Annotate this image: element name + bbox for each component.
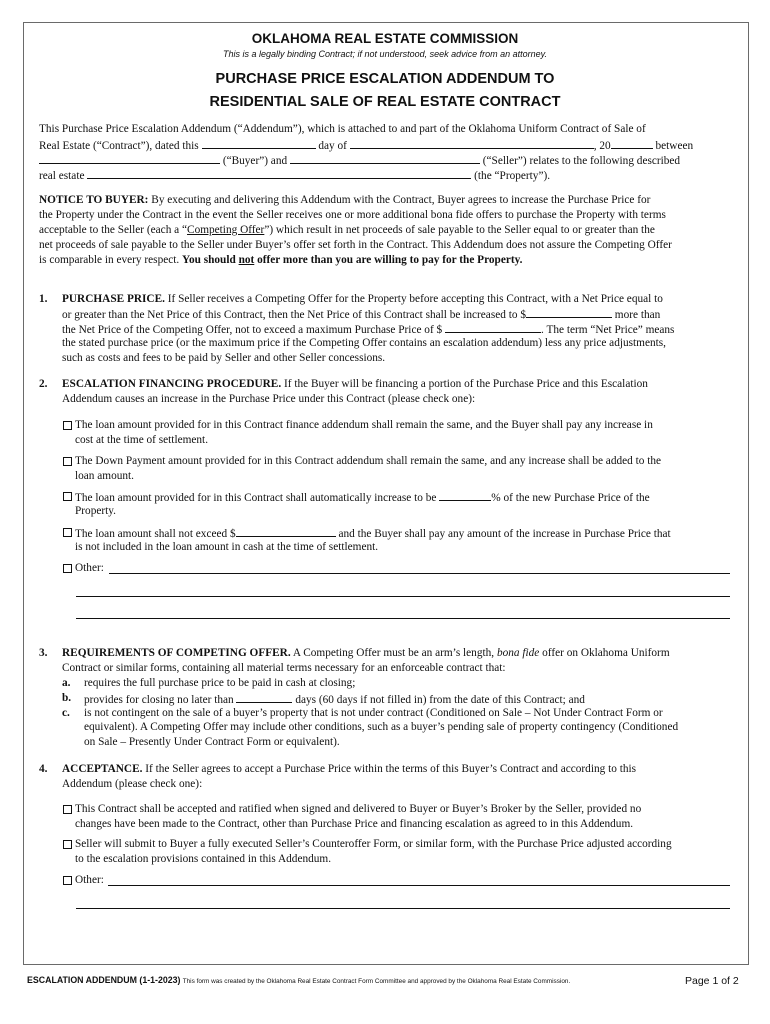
section3-number: 3. (39, 647, 48, 659)
requirement-b-label: b. (62, 692, 72, 704)
acceptance-option1-checkbox[interactable] (63, 805, 72, 814)
escalation-increment-field[interactable] (526, 306, 612, 318)
financing-option3-checkbox[interactable] (63, 492, 72, 501)
acceptance-option2-line2: to the escalation provisions contained in this Addendum. (75, 853, 332, 865)
financing-option2-checkbox[interactable] (63, 457, 72, 466)
max-purchase-price-field[interactable] (445, 321, 541, 333)
footer-form-id: ESCALATION ADDENDUM (1-1-2023) (27, 975, 181, 985)
intro-line1: This Purchase Price Escalation Addendum (“Addendum”), which is attached to and part of the Oklahoma Uniform Contract of Sale of (39, 123, 646, 135)
financing-other-label: Other: (75, 562, 104, 574)
requirement-c-label: c. (62, 707, 70, 719)
acceptance-option1-line1: This Contract shall be accepted and ratified when signed and delivered to Buyer or Buyer’s Broker by the Seller, provided no (75, 803, 642, 815)
requirement-b-text: provides for closing no later than days (60 days if not filled in) from the date of this Contract; and (84, 691, 585, 708)
agency-name: OKLAHOMA REAL ESTATE COMMISSION (251, 31, 519, 46)
section3-line2: Contract or similar forms, containing all material terms necessary for an enforceable contract that: (62, 662, 506, 674)
intro-line3: (“Buyer”) and (“Seller”) relates to the following described (39, 152, 680, 169)
financing-other-checkbox[interactable] (63, 564, 72, 573)
date-year-field[interactable] (611, 137, 653, 149)
section4-number: 4. (39, 763, 48, 775)
acceptance-option2-checkbox[interactable] (63, 840, 72, 849)
footer-note: This form was created by the Oklahoma Real Estate Contract Form Committee and approved by the Oklahoma Real Estate Commission. (182, 978, 571, 985)
requirement-c-line2: equivalent). A Competing Offer may include other conditions, such as a buyer’s pending sale of property contingency (Conditioned (84, 721, 679, 733)
notice-line4: net proceeds of sale payable to the Seller under Buyer’s offer set forth in the Contract. This Addendum does not assure the Competing Offer (39, 239, 672, 251)
date-month-field[interactable] (350, 137, 594, 149)
financing-other-field-line3[interactable] (76, 618, 730, 619)
financing-option4-checkbox[interactable] (63, 528, 72, 537)
financing-option1-checkbox[interactable] (63, 421, 72, 430)
section1-line2: or greater than the Net Price of this Contract, then the Net Price of this Contract shall be increased to $ more than (62, 306, 660, 323)
financing-option3-line1: The loan amount provided for in this Contract shall automatically increase to be % of the new Purchase Price of the (75, 489, 650, 506)
financing-option4-line1: The loan amount shall not exceed $ and the Buyer shall pay any amount of the increase in Purchase Price that (75, 525, 671, 542)
acceptance-other-field-line1[interactable] (108, 885, 730, 886)
seller-name-field[interactable] (290, 152, 480, 164)
financing-option1-line1: The loan amount provided for in this Contract finance addendum shall remain the same, and the Buyer shall pay any increase in (75, 419, 653, 431)
legal-warning: This is a legally binding Contract; if not understood, seek advice from an attorney. (222, 49, 547, 59)
financing-option2-line2: loan amount. (75, 470, 134, 482)
acceptance-option2-line1: Seller will submit to Buyer a fully executed Seller’s Counteroffer Form, or similar form, with the Purchase Price adjusted according (75, 838, 672, 850)
section1-line5: such as costs and fees to be paid by Seller and other Seller concessions. (62, 352, 386, 364)
footer-form-info (27, 975, 570, 985)
loan-max-field[interactable] (236, 525, 336, 537)
section4-line2: Addendum (please check one): (62, 778, 203, 790)
financing-other-field-line1[interactable] (109, 573, 730, 574)
page-number: Page 1 of 2 (685, 975, 739, 987)
intro-line2: Real Estate (“Contract”), dated this day of , 20 between (39, 137, 693, 154)
acceptance-other-label: Other: (75, 874, 104, 886)
financing-option4-line2: is not included in the loan amount in cash at the time of settlement. (75, 541, 379, 553)
section1-line3: the Net Price of the Competing Offer, not to exceed a maximum Purchase Price of $ . The term “Net Price” means (62, 321, 674, 338)
section1-line1: PURCHASE PRICE. If Seller receives a Competing Offer for the Property before accepting this Contract, with a Net Price equal to (62, 293, 663, 305)
acceptance-other-field-line2[interactable] (76, 908, 730, 909)
date-day-field[interactable] (202, 137, 316, 149)
notice-line2: the Property under the Contract in the event the Seller receives one or more additional bona fide offers to purchase the Property with terms (39, 209, 666, 221)
section2-line2: Addendum causes an increase in the Purchase Price under this Contract (please check one): (62, 393, 476, 405)
section2-number: 2. (39, 378, 48, 390)
section2-line1: ESCALATION FINANCING PROCEDURE. If the Buyer will be financing a portion of the Purchase Price and this Escalation (62, 378, 648, 390)
notice-line1: NOTICE TO BUYER: By executing and delivering this Addendum with the Contract, Buyer agrees to increase the Purchase Price for (39, 194, 651, 206)
section4-line1: ACCEPTANCE. If the Seller agrees to accept a Purchase Price within the terms of this Buyer’s Contract and according to this (62, 763, 637, 775)
notice-line5: is comparable in every respect. You should not offer more than you are willing to pay for the Property. (39, 254, 523, 266)
acceptance-other-checkbox[interactable] (63, 876, 72, 885)
requirement-a-text: requires the full purchase price to be paid in cash at closing; (84, 677, 356, 689)
section1-line4: the stated purchase price (or the maximum price if the Competing Offer contains an escalation addendum) less any price adjustments, (62, 337, 666, 349)
financing-other-field-line2[interactable] (76, 596, 730, 597)
financing-option2-line1: The Down Payment amount provided for in this Contract addendum shall remain the same, and any increase shall be added to the (75, 455, 662, 467)
buyer-name-field[interactable] (39, 152, 220, 164)
notice-line3: acceptable to the Seller (each a “Competing Offer”) which result in net proceeds of sale payable to the Seller equal to or greater than the (39, 224, 655, 236)
closing-days-field[interactable] (236, 691, 292, 703)
form-title-line2: RESIDENTIAL SALE OF REAL ESTATE CONTRACT (209, 94, 561, 110)
financing-option3-line2: Property. (75, 505, 116, 517)
form-title-line1: PURCHASE PRICE ESCALATION ADDENDUM TO (215, 71, 555, 87)
property-field[interactable] (87, 167, 471, 179)
requirement-c-line3: on Sale – Presently Under Contract Form or equivalent). (84, 736, 340, 748)
loan-percent-field[interactable] (439, 489, 491, 501)
section1-number: 1. (39, 293, 48, 305)
intro-line4: real estate (the “Property”). (39, 167, 550, 184)
requirement-a-label: a. (62, 677, 71, 689)
requirement-c-line1: is not contingent on the sale of a buyer’s property that is not under contract (Conditioned on Sale – Not Under Contract Form or (84, 707, 663, 719)
acceptance-option1-line2: changes have been made to the Contract, other than Purchase Price and financing escalation as agreed to in this Addendum. (75, 818, 634, 830)
financing-option1-line2: cost at the time of settlement. (75, 434, 209, 446)
section3-line1: REQUIREMENTS OF COMPETING OFFER. A Competing Offer must be an arm’s length, bona fide offer on Oklahoma Uniform (62, 647, 670, 659)
